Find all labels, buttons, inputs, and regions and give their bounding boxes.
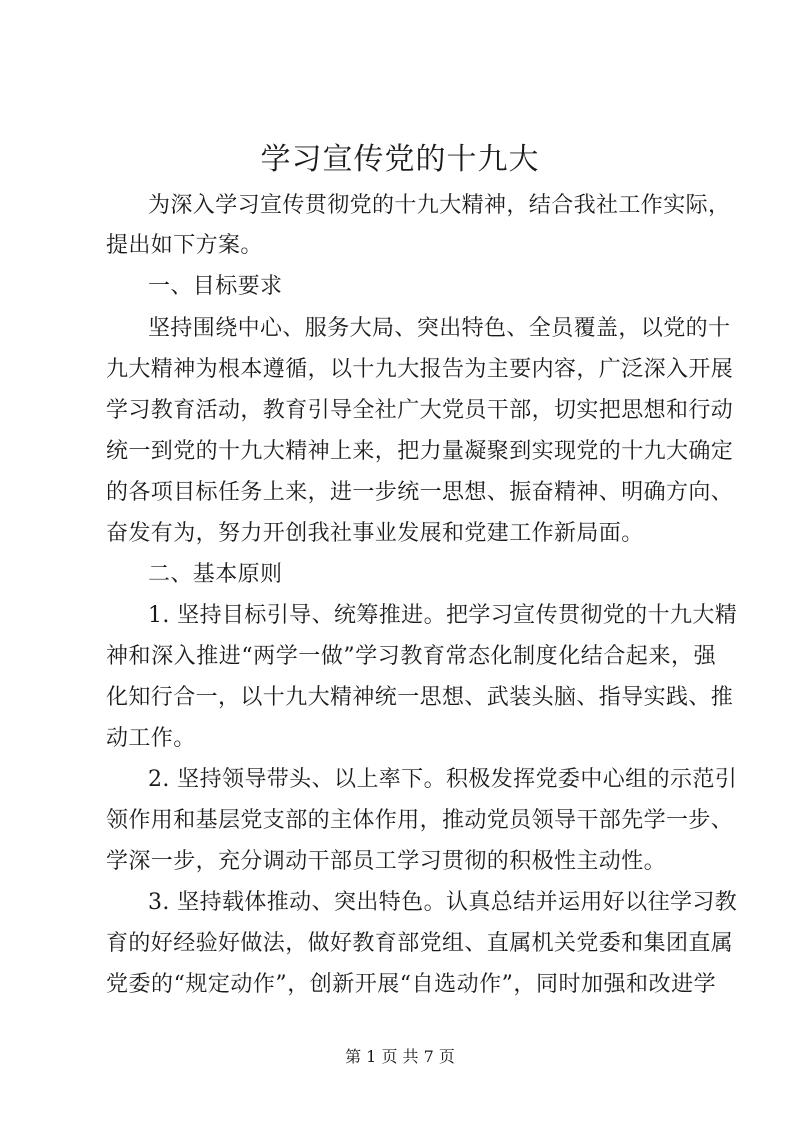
paragraph-line: 为深入学习宣传贯彻党的十九大精神，结合我社工作实际， [148,193,731,218]
section-heading: 一、目标要求 [148,274,283,299]
paragraph-line: 神和深入推进“两学一做”学习教育常态化制度化结合起来，强 [106,644,716,669]
paragraph-line: 的各项目标任务上来，进一步统一思想、振奋精神、明确方向、 [106,480,734,505]
paragraph-line: 育的好经验好做法，做好教育部党组、直属机关党委和集团直属 [106,931,734,956]
paragraph-line: 领作用和基层党支部的主体作用，推动党员领导干部先学一步、 [106,808,734,833]
paragraph-line: 党委的“规定动作”，创新开展“自选动作”，同时加强和改进学 [106,972,716,997]
paragraph-line: 统一到党的十九大精神上来，把力量凝聚到实现党的十九大确定 [106,439,734,464]
paragraph-line: 3. 坚持载体推动、突出特色。认真总结并运用好以往学习教 [148,890,738,915]
document-title: 学习宣传党的十九大 [260,142,540,177]
paragraph-line: 学深一步，充分调动干部员工学习贯彻的积极性主动性。 [106,849,667,874]
paragraph-line: 提出如下方案。 [106,233,263,258]
paragraph-line: 2. 坚持领导带头、以上率下。积极发挥党委中心组的示范引 [148,767,738,792]
paragraph-line: 奋发有为，努力开创我社事业发展和党建工作新局面。 [106,521,644,546]
paragraph-line: 1. 坚持目标引导、统筹推进。把学习宣传贯彻党的十九大精 [148,603,738,628]
paragraph-line: 化知行合一，以十九大精神统一思想、武装头脑、指导实践、推 [106,685,734,710]
paragraph-line: 坚持围绕中心、服务大局、突出特色、全员覆盖，以党的十 [148,316,731,341]
paragraph-line: 九大精神为根本遵循，以十九大报告为主要内容，广泛深入开展 [106,357,734,382]
paragraph-line: 学习教育活动，教育引导全社广大党员干部，切实把思想和行动 [106,398,734,423]
page-footer: 第 1 页 共 7 页 [345,1047,455,1066]
section-heading: 二、基本原则 [148,562,283,587]
paragraph-line: 动工作。 [106,726,196,751]
